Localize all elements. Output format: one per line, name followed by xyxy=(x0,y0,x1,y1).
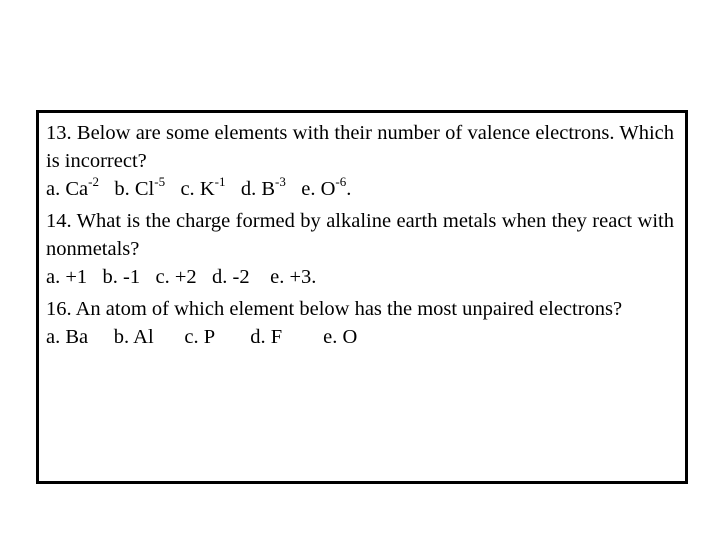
option-a: a. Ba xyxy=(46,326,89,348)
question-16-options xyxy=(46,323,674,351)
option-e: e. +3. xyxy=(270,266,317,288)
option-d: d. -2 xyxy=(212,266,250,288)
option-d: d. $B^{-3}$ xyxy=(240,174,286,200)
question-13-options xyxy=(46,175,674,203)
question-14-options xyxy=(46,263,674,291)
option-a: a. $Ca^{-2}$ xyxy=(46,174,99,200)
option-b: b. $Cl^{-5}$ xyxy=(114,174,166,200)
option-e: e. O xyxy=(323,326,358,348)
question-content xyxy=(46,119,674,355)
option-b: b. Al xyxy=(113,326,154,348)
option-c: c. $K^{-1}$ xyxy=(180,174,226,200)
question-14-text: 14. What is the charge formed by alkaline earth metals when they react with nonmetals? xyxy=(46,210,674,260)
option-e: e. $O^{-6}$. xyxy=(301,174,352,200)
option-c: c. +2 xyxy=(155,266,197,288)
option-a: a. +1 xyxy=(46,266,88,288)
option-b: b. -1 xyxy=(102,266,141,288)
option-d: d. F xyxy=(250,326,283,348)
question-16-text: 16. An atom of which element below has the most unpaired electrons? xyxy=(46,298,623,320)
question-13-text: 13. Below are some elements with their number of valence electrons. Which is incorrect? xyxy=(46,122,674,172)
option-c: c. P xyxy=(184,326,215,348)
question-box xyxy=(36,110,688,484)
